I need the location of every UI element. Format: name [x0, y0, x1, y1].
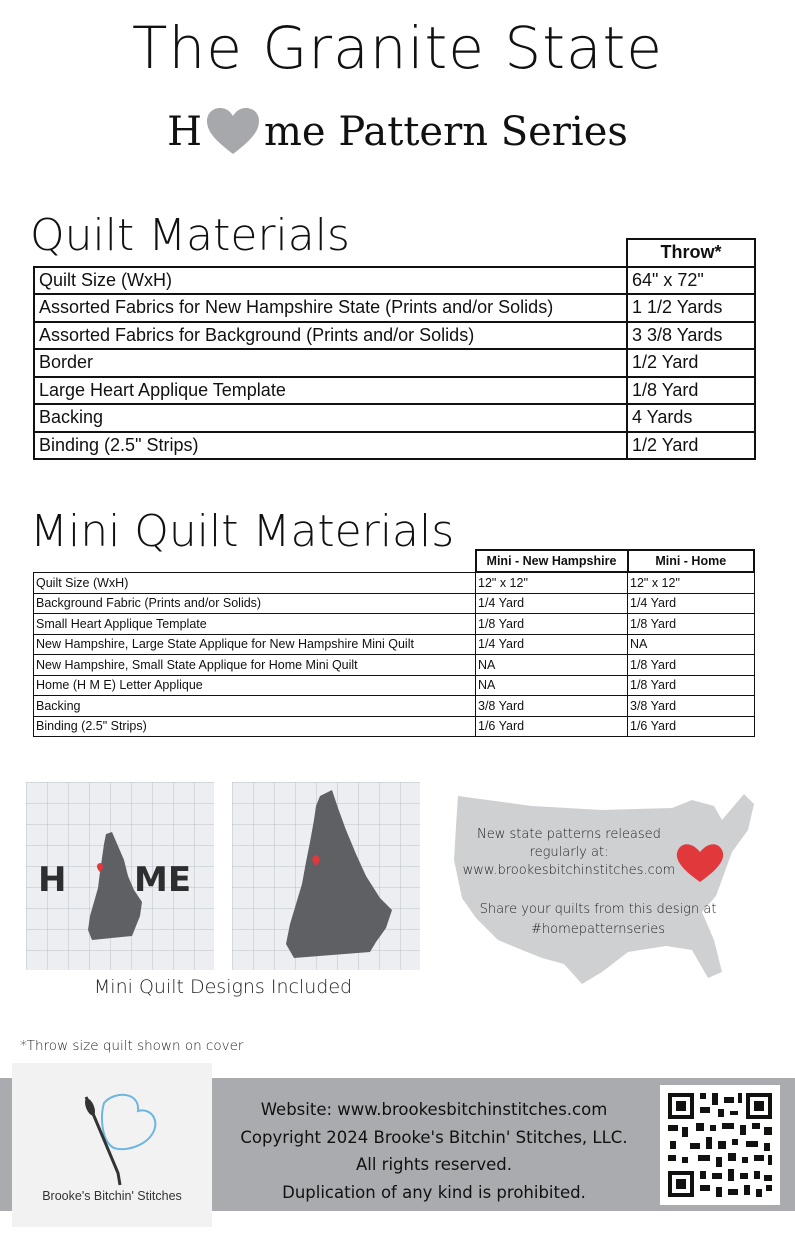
row-label: Assorted Fabrics for Background (Prints and/or Solids)	[34, 322, 627, 350]
table-header-row	[34, 239, 755, 267]
row-label: Large Heart Applique Template	[34, 377, 627, 405]
designs-caption: Mini Quilt Designs Included	[93, 976, 353, 998]
row-nh: 1/4 Yard	[476, 634, 628, 655]
row-value: 1/2 Yard	[627, 349, 755, 377]
mini-quilt-materials-heading: Mini Quilt Materials	[30, 506, 455, 557]
map-share-block	[474, 900, 722, 940]
map-line-5: #homepatternseries	[530, 922, 665, 937]
table-row	[34, 696, 755, 717]
quilt-materials-table	[33, 238, 756, 460]
row-label: Quilt Size (WxH)	[34, 572, 476, 593]
table-row	[34, 349, 755, 377]
row-label: Backing	[34, 696, 476, 717]
table-row	[34, 404, 755, 432]
row-label: Border	[34, 349, 627, 377]
home-mini-quilt-image	[26, 782, 214, 970]
row-nh: NA	[476, 655, 628, 676]
table-row	[34, 614, 755, 635]
footer-text	[212, 1096, 656, 1206]
table-row	[34, 377, 755, 405]
column-header-mini-home: Mini - Home	[628, 550, 755, 572]
row-nh: 1/6 Yard	[476, 716, 628, 737]
table-row	[34, 322, 755, 350]
page-subtitle	[0, 108, 795, 156]
map-line-3: www.brookesbitchinstitches.com	[462, 863, 676, 878]
row-label: New Hampshire, Large State Applique for New Hampshire Mini Quilt	[34, 634, 476, 655]
column-header-mini-nh: Mini - New Hampshire	[476, 550, 628, 572]
footer-copyright: Copyright 2024 Brooke's Bitchin' Stitches, LLC.	[240, 1127, 628, 1147]
row-label: Binding (2.5" Strips)	[34, 432, 627, 460]
row-label: Background Fabric (Prints and/or Solids)	[34, 593, 476, 614]
map-line-2: regularly at:	[529, 845, 609, 860]
qr-code-image	[660, 1085, 780, 1205]
row-label: Small Heart Applique Template	[34, 614, 476, 635]
table-row	[34, 294, 755, 322]
row-label: Backing	[34, 404, 627, 432]
row-label: Assorted Fabrics for New Hampshire State (Prints and/or Solids)	[34, 294, 627, 322]
empty-cell	[34, 550, 476, 572]
table-header-row	[34, 550, 755, 572]
row-nh: NA	[476, 675, 628, 696]
subtitle-prefix: H	[167, 109, 202, 155]
row-label: Quilt Size (WxH)	[34, 267, 627, 295]
row-label: New Hampshire, Small State Applique for Home Mini Quilt	[34, 655, 476, 676]
brand-logo	[12, 1063, 212, 1227]
row-home: 1/8 Yard	[628, 655, 755, 676]
home-letters-me: ME	[134, 860, 192, 900]
new-hampshire-state-large-icon	[280, 790, 400, 960]
row-label: Binding (2.5" Strips)	[34, 716, 476, 737]
needle-heart-logo-icon	[74, 1093, 164, 1193]
row-nh: 3/8 Yard	[476, 696, 628, 717]
row-value: 1/2 Yard	[627, 432, 755, 460]
row-value: 4 Yards	[627, 404, 755, 432]
map-line-4: Share your quilts from this design at	[479, 902, 717, 917]
quilt-materials-heading: Quilt Materials	[30, 210, 350, 261]
row-home: 1/8 Yard	[628, 675, 755, 696]
subtitle-suffix: me Pattern Series	[264, 109, 628, 155]
mini-quilt-materials-table	[33, 549, 755, 737]
footer-website: Website: www.brookesbitchinstitches.com	[260, 1100, 608, 1119]
map-line-1: New state patterns released	[477, 827, 661, 842]
row-value: 3 3/8 Yards	[627, 322, 755, 350]
logo-text: Brooke's Bitchin' Stitches	[42, 1189, 182, 1203]
table-row	[34, 267, 755, 295]
row-home: NA	[628, 634, 755, 655]
row-value: 64" x 72"	[627, 267, 755, 295]
row-nh: 12" x 12"	[476, 572, 628, 593]
table-row	[34, 572, 755, 593]
row-value: 1 1/2 Yards	[627, 294, 755, 322]
table-row	[34, 593, 755, 614]
column-header-throw: Throw*	[627, 239, 755, 267]
table-row	[34, 675, 755, 696]
row-nh: 1/8 Yard	[476, 614, 628, 635]
row-home: 1/6 Yard	[628, 716, 755, 737]
footer-rights: All rights reserved.	[355, 1155, 513, 1174]
page-title: The Granite State	[132, 14, 663, 82]
row-label: Home (H M E) Letter Applique	[34, 675, 476, 696]
row-home: 1/4 Yard	[628, 593, 755, 614]
table-row	[34, 716, 755, 737]
footer-duplication: Duplication of any kind is prohibited.	[282, 1182, 586, 1202]
us-map-icon	[452, 790, 762, 990]
row-home: 12" x 12"	[628, 572, 755, 593]
table-row	[34, 634, 755, 655]
row-nh: 1/4 Yard	[476, 593, 628, 614]
row-value: 1/8 Yard	[627, 377, 755, 405]
row-home: 3/8 Yard	[628, 696, 755, 717]
table-row	[34, 655, 755, 676]
map-text-block	[454, 826, 684, 880]
row-home: 1/8 Yard	[628, 614, 755, 635]
throw-note: *Throw size quilt shown on cover	[20, 1038, 244, 1054]
nh-mini-quilt-image	[232, 782, 420, 970]
empty-cell	[34, 239, 627, 267]
table-row	[34, 432, 755, 460]
qr-code-icon	[660, 1085, 780, 1205]
heart-icon	[206, 108, 260, 156]
home-letter-h: H	[38, 860, 67, 900]
